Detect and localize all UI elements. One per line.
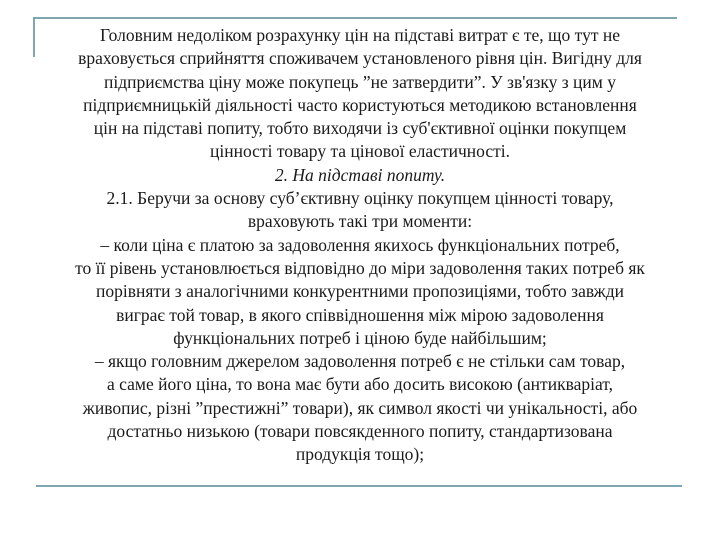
top-rule [33, 17, 677, 19]
text-line: продукція тощо); [295, 444, 425, 465]
text-line: – коли ціна є платою за задоволення якихось функціональних потреб, [100, 234, 620, 255]
text-line: враховують такі три моменти: [247, 211, 473, 232]
text-line: порівняти з аналогічними конкурентними пропозиціями, тобто завжди [96, 281, 624, 302]
text-line: живопис, різні ”престижні” товари), як символ якості чи унікальності, або [82, 397, 638, 418]
text-line: – якщо головним джерелом задоволення потреб є не стільки сам товар, [94, 351, 626, 372]
text-line: підприємства ціну може покупець ”не затвердити”. У зв'язку з цим у [104, 71, 616, 92]
bottom-rule [36, 485, 682, 487]
text-line: цінності товару та цінової еластичності. [210, 141, 510, 162]
text-line: достатньо низькою (товари повсякденного попиту, стандартизована [107, 421, 613, 442]
text-line: підприємницькій діяльності часто користуються методикою встановлення [83, 94, 637, 115]
section-heading: 2. На підставі попиту. [274, 164, 446, 185]
text-line: виграє той товар, в якого співвідношення між мірою задоволення [116, 304, 604, 325]
text-line: враховується сприйняття споживачем установленого рівня цін. Вигідну для [78, 48, 642, 69]
text-line: функціональних потреб і ціною буде найбільшим; [173, 327, 547, 348]
text-line: 2.1. Беручи за основу суб’єктивну оцінку покупцем цінності товару, [106, 188, 614, 209]
text-line: цін на підставі попиту, тобто виходячи із суб'єктивної оцінки покупцем [93, 118, 627, 139]
document-body [18, 24, 702, 467]
text-line: то її рівень установлюється відповідно до міри задоволення таких потреб як [75, 257, 645, 278]
text-line: Головним недоліком розрахунку цін на підставі витрат є те, що тут не [100, 25, 620, 45]
text-line: а саме його ціна, то вона має бути або досить високою (антикваріат, [106, 374, 613, 395]
